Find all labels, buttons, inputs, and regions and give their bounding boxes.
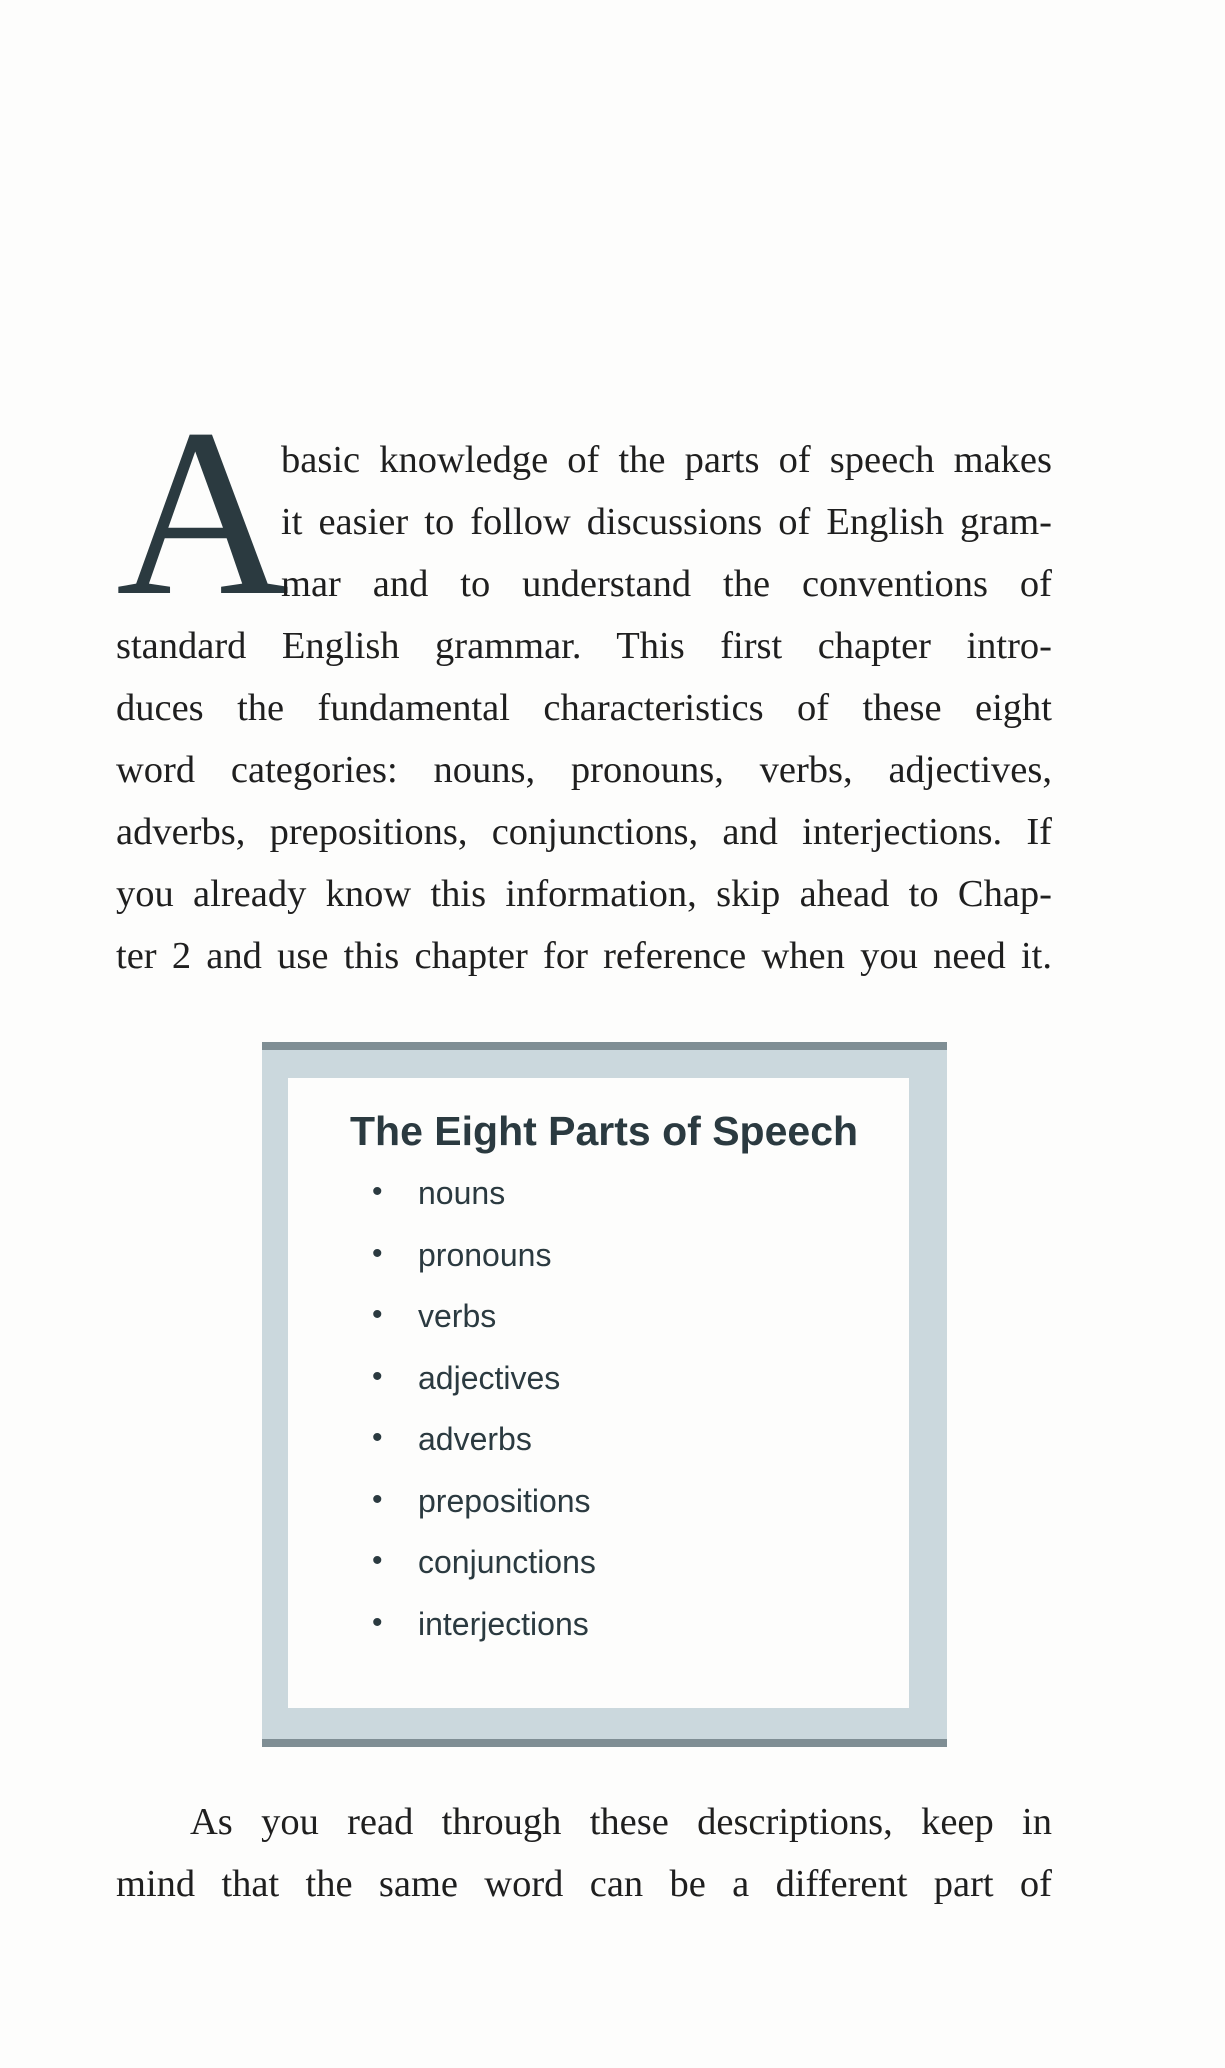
list-item-label: nouns	[418, 1175, 506, 1211]
intro-line-1: basic knowledge of the parts of speech makes	[281, 439, 1052, 481]
bullet-icon: •	[372, 1236, 383, 1270]
bullet-icon: •	[372, 1544, 383, 1577]
sidebar-title: The Eight Parts of Speech	[350, 1108, 859, 1154]
list-item-label: prepositions	[418, 1482, 591, 1519]
list-item	[372, 1175, 596, 1237]
list-item	[372, 1237, 596, 1299]
intro-line-2: it easier to follow discussions of English gram-	[281, 501, 1052, 543]
list-item-label: conjunctions	[418, 1544, 596, 1580]
parts-of-speech-list	[372, 1175, 596, 1667]
intro-line-6: word categories: nouns, pronouns, verbs, adjectives,	[116, 749, 1052, 791]
list-item	[372, 1421, 596, 1483]
intro-line-3: mar and to understand the conventions of	[281, 563, 1052, 605]
closing-line-1: As you read through these descriptions, keep in	[190, 1801, 1052, 1843]
list-item	[372, 1544, 596, 1606]
list-item	[372, 1483, 596, 1545]
list-item-label: pronouns	[418, 1236, 552, 1273]
bullet-icon: •	[372, 1359, 383, 1393]
intro-line-8: you already know this information, skip ahead to Chap-	[116, 873, 1052, 915]
closing-line-2: mind that the same word can be a different part of	[116, 1863, 1052, 1905]
list-item-label: adverbs	[418, 1421, 532, 1457]
bullet-icon: •	[372, 1175, 383, 1208]
intro-line-4: standard English grammar. This first chapter intro-	[116, 625, 1052, 667]
bullet-icon: •	[372, 1298, 383, 1331]
intro-line-5: duces the fundamental characteristics of these eight	[116, 687, 1052, 729]
bullet-icon: •	[372, 1605, 383, 1639]
list-item-label: interjections	[418, 1605, 589, 1642]
list-item-label: adjectives	[418, 1359, 561, 1396]
intro-line-9: ter 2 and use this chapter for reference when you need it.	[116, 935, 1052, 977]
list-item-label: verbs	[418, 1298, 497, 1334]
drop-cap: A	[116, 379, 290, 645]
list-item	[372, 1606, 596, 1668]
intro-line-7: adverbs, prepositions, conjunctions, and interjections. If	[116, 811, 1052, 853]
bullet-icon: •	[372, 1421, 383, 1454]
list-item	[372, 1360, 596, 1422]
list-item	[372, 1298, 596, 1360]
bullet-icon: •	[372, 1482, 383, 1516]
